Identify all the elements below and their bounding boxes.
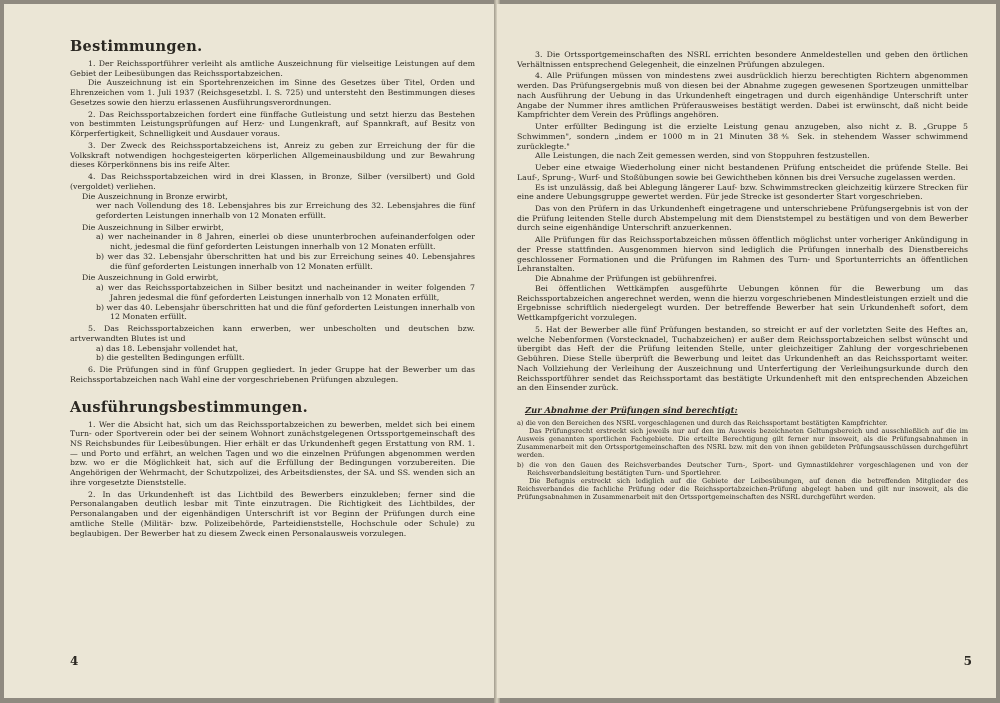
right-page [497,4,996,698]
paragraph: Die Auszeichnung in Gold erwirbt, [82,273,219,283]
paragraph: 2. In das Urkundenheft ist das Lichtbild des Bewerbers einzukleben; ferner sind die Personalangaben deutlich lesbar mit Tinte einzutragen. Die Richtigkeit des Lichtbildes, der Personalangaben und der eigenhändigen Unterschrift ist vor Beginn der Prüfungen durch eine amtliche Stelle (Militär- bzw. Polizeibehörde, Parteidienststelle, Hochschule oder Schule) zu beglaubigen. Der Bewerber hat zu diesem Zweck einen Personalausweis vorzulegen. [70,489,475,538]
paragraph: 1. Der Reichssportführer verleiht als amtliche Auszeichnung für vielseitige Leistungen auf dem Gebiet der Leibesübungen das Reichssportabzeichen. [70,59,475,78]
paragraph: 3. Der Zweck des Reichssportabzeichens ist, Anreiz zu geben zur Erreichung der für die Volkskraft notwendigen hochgesteigerten körperlichen Allgemeinausbildung und zur Bewahrung dieses Körperkönnens bis ins reife Alter. [70,140,475,170]
paragraph: 1. Wer die Absicht hat, sich um das Reichssportabzeichen zu bewerben, meldet sich bei einem Turn- oder Sportverein oder bei der seinem Wohnort zunächstgelegenen Ortssportgemeinschaft des NS Reichsbundes für Leibesübungen. Hier erhält er das Urkundenheft gegen Erstattung von RM. 1.— und Porto und erfährt, an welchen Tagen und wo die einzelnen Prüfungen abgenommen werden bzw. wo er die Möglichkeit hat, sich auf die Erfüllung der Bedingungen vorzubereiten. Die Angehörigen der Wehrmacht, der Schutzpolizei, des Arbeitsdienstes, der SA. und SS. wenden sich an ihre vorgesetzte Dienststelle. [70,419,475,487]
list-item: a) wer nacheinander in 8 Jahren, einerlei ob diese ununterbrochen aufeinanderfolgen oder nicht, jedesmal die fünf geforderten Leistungen innerhalb von 12 Monaten erfüllt. [96,232,475,252]
paragraph: 4. Alle Prüfungen müssen von mindestens zwei ausdrücklich hierzu berechtigten Richtern abgenommen werden. Das Prüfungsergebnis muß von diesen bei der Abnahme zugegen gewesenen Sportzeugen unmittelbar nach Ausführung der Uebung in das Urkundenheft eingetragen und durch eigenhändige Unterschrift unter Angabe der Nummer ihres amtlichen Prüferausweises bestätigt werden. Dabei ist erwünscht, daß nicht beide Kampfrichter dem Verein des Prüflings angehören. [517,71,968,120]
paragraph: Das Prüfungsrecht erstreckt sich jeweils nur auf den im Ausweis bezeichneten Geltungsbereich und ausschließlich auf die im Ausweis genannten sportlichen Fachgebiete. Die erteilte Berechtigung gilt ferner nur insoweit, als die Prüfungsabnahmen in Zusammenarbeit mit den Ortssportgemeinschaften des NSRL bzw. mit den von ihnen gebildeten Prüfungsausschüssen durchgeführt werden. [517,427,968,460]
paragraph: Ueber eine etwaige Wiederholung einer nicht bestandenen Prüfung entscheidet die prüfende Stelle. Bei Lauf-, Sprung-, Wurf- und Stoßübungen sowie bei Gewichtheben können bis drei Versuche zugelassen werden. [517,163,968,182]
page-number: 5 [963,654,972,668]
left-page [4,4,496,698]
paragraph: 3. Die Ortssportgemeinschaften des NSRL errichten besondere Anmeldestellen und geben den örtlichen Verhältnissen entsprechend Gelegenheit, die einzelnen Prüfungen abzulegen. [517,50,968,69]
paragraph: Das von den Prüfern in das Urkundenheft eingetragene und unterschriebene Prüfungsergebnis ist von der die Prüfung leitenden Stelle durch Abstempelung mit dem Dienststempel zu bestätigen und von dem Bewerber durch seine eigenhändige Unterschrift anzuerkennen. [517,204,968,233]
list-item: b) die von den Gauen des Reichsverbandes Deutscher Turn-, Sport- und Gymnastiklehrer vorgeschlagenen und von der Reichsverbandsleitung bestätigten Turn- und Sportlehrer. [517,461,968,478]
heading-bestimmungen: Bestimmungen. [70,38,203,55]
paragraph: Alle Leistungen, die nach Zeit gemessen werden, sind von Stoppuhren festzustellen. [535,151,870,161]
paragraph: Bei öffentlichen Wettkämpfen ausgeführte Uebungen können für die Bewerbung um das Reichssportabzeichen angerechnet werden, wenn die hierzu vorgeschriebenen Mindestleistungen erzielt und die Ergebnisse schriftlich niedergelegt wurden. Der betreffende Bewerber hat sein Urkundenheft sofort, dem Wettkampfgericht vorzulegen. [517,283,968,323]
paragraph: Es ist unzulässig, daß bei Ablegung längerer Lauf- bzw. Schwimmstrecken gleichzeitig kürzere Strecken für eine andere Uebungsgruppe gewertet werden. Für jede Strecke ist gesonderter Start vorgeschrieben. [517,182,968,202]
paragraph: Die Abnahme der Prüfungen ist gebührenfrei. [535,274,717,284]
paragraph: 4. Das Reichssportabzeichen wird in drei Klassen, in Bronze, Silber (versilbert) und Gold (vergoldet) verliehen. [70,172,475,191]
paragraph: Die Auszeichnung ist ein Sportehrenzeichen im Sinne des Gesetzes über Titel, Orden und Ehrenzeichen vom 1. Juli 1937 (Reichsgesetzbl. I. S. 725) und untersteht den Bestimmungen dieses Gesetzes sowie den hierzu erlassenen Ausführungsverordnungen. [70,78,475,107]
list-item: b) die gestellten Bedingungen erfüllt. [96,353,245,363]
paragraph: Die Auszeichnung in Bronze erwirbt, [82,191,228,201]
page-number: 4 [70,654,79,668]
list-item: a) die von den Bereichen des NSRL vorgeschlagenen und durch das Reichssportamt bestätigten Kampfrichter. [517,418,888,427]
paragraph: Die Befugnis erstreckt sich lediglich auf die Gebiete der Leibesübungen, auf denen die betreffenden Mitglieder des Reichsverbandes die fachliche Prüfung oder die Reichssportabzeichen-Prüfung abgelegt haben und gilt nur insoweit, als die Prüfungsabnahmen in Zusammenarbeit mit den Ortssportgemeinschaften des NSRL durchgeführt werden. [517,477,968,502]
list-item: b) wer das 40. Lebensjahr überschritten hat und die fünf geforderten Leistungen innerhalb von 12 Monaten erfüllt. [96,302,475,322]
paragraph: 5. Das Reichssportabzeichen kann erwerben, wer unbescholten und deutschen bzw. artverwandten Blutes ist und [70,324,475,343]
list-item: a) wer das Reichssportabzeichen in Silber besitzt und nacheinander in weiter folgenden 7 Jahren jedesmal die fünf geforderten Leistungen innerhalb von 12 Monaten erfüllt, [96,283,475,302]
paragraph: 5. Hat der Bewerber alle fünf Prüfungen bestanden, so streicht er auf der vorletzten Seite des Heftes an, welche Nebenformen (Vorstecknadel, Tuchabzeichen) er außer dem Reichssportabzeichen selbst wünscht und übergibt das Heft der die Prüfung leitenden Stelle, unter gleichzeitiger Zahlung der vorgeschriebenen Gebühren. Diese Stelle überprüft die Bewerbung und leitet das Urkundenheft an das Reichssportamt weiter. Nach Vollziehung der Verleihung der Auszeichnung und Unterfertigung der Verleihungsurkunde durch den Reichssportführer sendet das Reichssportamt das bestätigte Urkundenheft mit den entsprechenden Abzeichen an den Einsender zurück. [517,324,968,393]
list-item: b) wer das 32. Lebensjahr überschritten hat und bis zur Erreichung seines 40. Lebensjahres die fünf geforderten Leistungen innerhalb von 12 Monaten erfüllt. [96,251,475,271]
paragraph: 6. Die Prüfungen sind in fünf Gruppen gegliedert. In jeder Gruppe hat der Bewerber um das Reichssportabzeichen nach Wahl eine der vorgeschriebenen Prüfungen abzulegen. [70,365,475,384]
subheading-berechtigt: Zur Abnahme der Prüfungen sind berechtigt: [525,404,738,415]
paragraph: Die Auszeichnung in Silber erwirbt, [82,222,224,232]
heading-ausfuehrungsbestimmungen: Ausführungsbestimmungen. [70,398,308,416]
paragraph: Unter erfüllter Bedingung ist die erzielte Leistung genau anzugeben, also nicht z. B. „Gruppe 5 Schwimmen", sondern „indem er 1000 m in 21 Minuten 38⅘ Sek. in stehendem Wasser schwimmend zurücklegte." [517,122,968,151]
paragraph: 2. Das Reichssportabzeichen fordert eine fünffache Gutleistung und setzt hierzu das Bestehen von bestimmten Leistungsprüfungen auf Herz- und Lungenkraft, auf Spannkraft, auf Besitz von Körperfertigkeit, Schnelligkeit und Ausdauer voraus. [70,109,475,139]
paragraph: Alle Prüfungen für das Reichssportabzeichen müssen öffentlich möglichst unter vorheriger Ankündigung in der Presse stattfinden. Ausgenommen hiervon sind lediglich die Prüfungen innerhalb des Dienstbereichs geschlossener Formationen und die Prüfungen im Rahmen des Turn- und Sportunterrichts an öffentlichen Lehranstalten. [517,235,968,274]
list-item: a) das 18. Lebensjahr vollendet hat, [96,343,239,353]
list-item: wer nach Vollendung des 18. Lebensjahres bis zur Erreichung des 32. Lebensjahres die fünf geforderten Leistungen innerhalb von 12 Monaten erfüllt. [96,201,475,221]
